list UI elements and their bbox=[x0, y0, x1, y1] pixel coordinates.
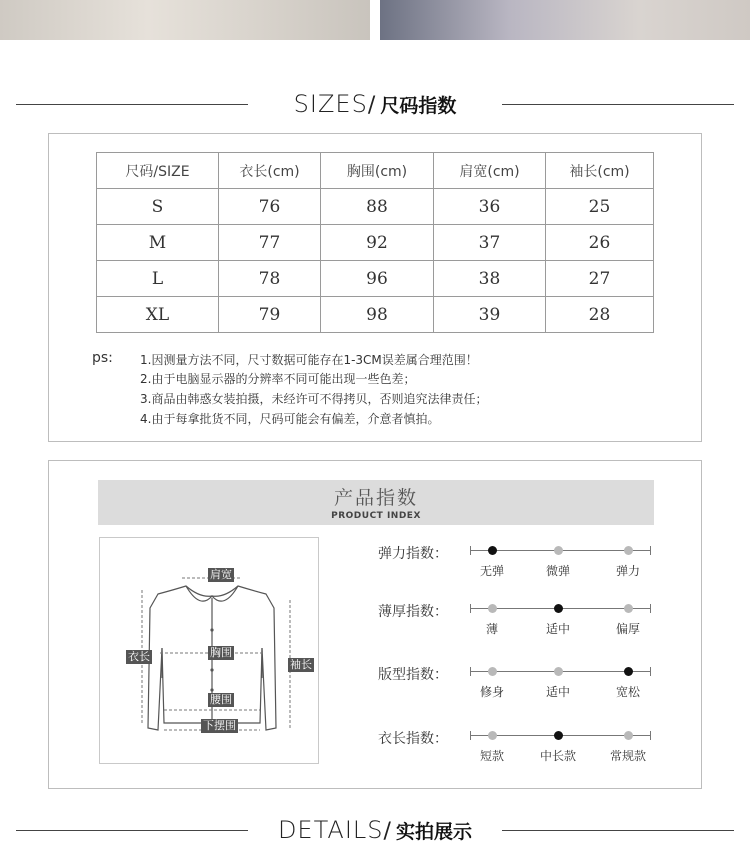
header-cell: 胸围(cm) bbox=[321, 153, 434, 189]
scale-dot bbox=[624, 604, 633, 613]
scale-track bbox=[470, 671, 651, 672]
size-cell: XL bbox=[97, 297, 219, 333]
scale-dot bbox=[488, 731, 497, 740]
scale-option-label: 无弹 bbox=[479, 564, 504, 578]
sizes-heading-cn: 尺码指数 bbox=[380, 95, 457, 117]
header-cell: 袖长(cm) bbox=[546, 153, 654, 189]
scale-label-length: 衣长指数： bbox=[378, 731, 448, 747]
scale-option-label: 修身 bbox=[479, 685, 504, 699]
table-row bbox=[97, 225, 654, 261]
scale-option-label: 适中 bbox=[545, 622, 570, 636]
product-photo-left bbox=[0, 0, 370, 40]
details-heading-slash: / bbox=[383, 819, 391, 844]
value-cell: 37 bbox=[434, 225, 546, 261]
value-cell: 92 bbox=[321, 225, 434, 261]
value-cell: 98 bbox=[321, 297, 434, 333]
scale-end-tick bbox=[650, 667, 651, 676]
scale-track bbox=[470, 608, 651, 609]
value-cell: 96 bbox=[321, 261, 434, 297]
size-cell: M bbox=[97, 225, 219, 261]
details-heading bbox=[0, 815, 750, 845]
value-cell: 79 bbox=[219, 297, 321, 333]
scale-option-label: 短款 bbox=[479, 749, 504, 763]
product-index-title: 产品指数 bbox=[333, 487, 418, 509]
waist-label: 腰围 bbox=[210, 693, 232, 706]
header-cell: 衣长(cm) bbox=[219, 153, 321, 189]
scale-option-label: 适中 bbox=[545, 685, 570, 699]
scale-option-label: 弹力 bbox=[615, 564, 640, 578]
sizes-heading bbox=[0, 89, 750, 119]
scale-dot bbox=[488, 667, 497, 676]
garment-measurement-diagram bbox=[99, 537, 319, 764]
table-row bbox=[97, 189, 654, 225]
table-row bbox=[97, 297, 654, 333]
value-cell: 77 bbox=[219, 225, 321, 261]
scale-track bbox=[470, 735, 651, 736]
header-cell: 肩宽(cm) bbox=[434, 153, 546, 189]
product-index-header bbox=[98, 480, 654, 525]
details-heading-en: DETAILS bbox=[277, 816, 384, 844]
scale-end-tick bbox=[650, 604, 651, 613]
value-cell: 88 bbox=[321, 189, 434, 225]
scale-dot bbox=[488, 604, 497, 613]
scale-option-label: 薄 bbox=[485, 622, 498, 636]
size-cell: L bbox=[97, 261, 219, 297]
scale-option-label: 常规款 bbox=[609, 749, 646, 763]
scale-dot-selected bbox=[488, 546, 497, 555]
scale-dot bbox=[554, 667, 563, 676]
sizes-heading-slash: / bbox=[367, 93, 376, 118]
product-index-subtitle: PRODUCT INDEX bbox=[331, 511, 421, 521]
scale-dot-selected bbox=[624, 667, 633, 676]
chest-label: 胸围 bbox=[210, 646, 232, 659]
scale-end-tick bbox=[470, 546, 471, 555]
scale-end-tick bbox=[470, 604, 471, 613]
scale-dot-selected bbox=[554, 604, 563, 613]
header-cell: 尺码/SIZE bbox=[97, 153, 219, 189]
scale-dot bbox=[554, 546, 563, 555]
scale-end-tick bbox=[650, 546, 651, 555]
shoulder-label: 肩宽 bbox=[210, 568, 232, 581]
product-photo-right bbox=[380, 0, 750, 40]
notes-label: ps: bbox=[92, 350, 113, 366]
value-cell: 25 bbox=[546, 189, 654, 225]
scale-label-elasticity: 弹力指数： bbox=[378, 546, 448, 562]
sleeve-label: 袖长 bbox=[290, 658, 312, 671]
scale-option-label: 宽松 bbox=[615, 685, 640, 699]
hem-label: 下摆围 bbox=[203, 719, 236, 732]
scale-option-label: 中长款 bbox=[539, 749, 576, 763]
size-table-header-row bbox=[97, 153, 654, 189]
scale-label-fit: 版型指数： bbox=[378, 667, 448, 683]
value-cell: 28 bbox=[546, 297, 654, 333]
scale-end-tick bbox=[470, 731, 471, 740]
scale-end-tick bbox=[470, 667, 471, 676]
scale-option-label: 微弹 bbox=[545, 564, 570, 578]
size-cell: S bbox=[97, 189, 219, 225]
scale-track bbox=[470, 550, 651, 551]
note-item: 4.由于每拿批货不同，尺码可能会有偏差，介意者慎拍。 bbox=[140, 412, 440, 426]
value-cell: 39 bbox=[434, 297, 546, 333]
scale-dot bbox=[624, 731, 633, 740]
scale-end-tick bbox=[650, 731, 651, 740]
table-row bbox=[97, 261, 654, 297]
value-cell: 36 bbox=[434, 189, 546, 225]
scale-dot-selected bbox=[554, 731, 563, 740]
note-item: 2.由于电脑显示器的分辨率不同可能出现一些色差； bbox=[140, 372, 416, 386]
value-cell: 38 bbox=[434, 261, 546, 297]
scale-dot bbox=[624, 546, 633, 555]
value-cell: 26 bbox=[546, 225, 654, 261]
value-cell: 27 bbox=[546, 261, 654, 297]
scale-label-thickness: 薄厚指数： bbox=[378, 604, 448, 620]
size-table bbox=[96, 152, 654, 333]
value-cell: 78 bbox=[219, 261, 321, 297]
sizes-heading-en: SIZES bbox=[293, 90, 368, 118]
note-item: 1.因测量方法不同，尺寸数据可能存在1-3CM误差属合理范围！ bbox=[140, 353, 478, 367]
scale-option-label: 偏厚 bbox=[615, 622, 640, 636]
details-heading-cn: 实拍展示 bbox=[396, 821, 473, 843]
length-label: 衣长 bbox=[128, 650, 150, 663]
value-cell: 76 bbox=[219, 189, 321, 225]
note-item: 3.商品由韩惑女装拍摄，未经许可不得拷贝，否则追究法律责任； bbox=[140, 392, 488, 406]
